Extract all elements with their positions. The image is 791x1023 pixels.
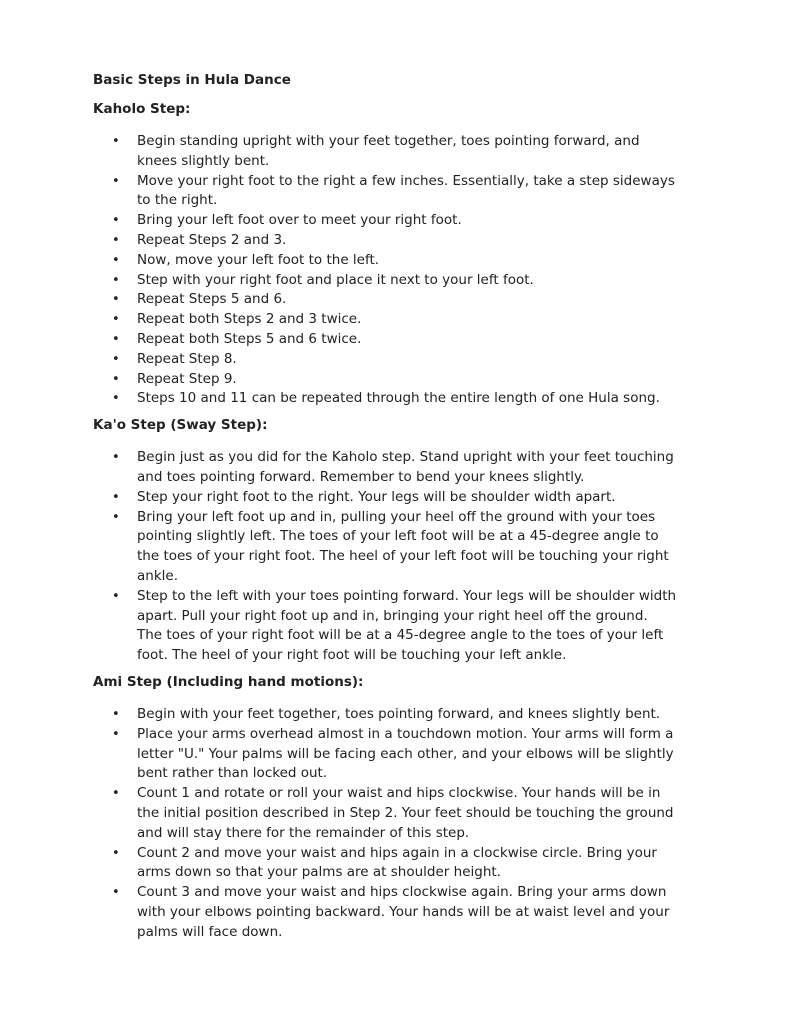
list-item: • Repeat both Steps 5 and 6 twice. (93, 330, 677, 350)
list-item: • Repeat Steps 5 and 6. (93, 290, 677, 310)
list-item: • Begin standing upright with your feet together, toes pointing forward, and knees slightly bent. (93, 132, 677, 172)
ami-step-list (93, 705, 693, 943)
list-item: • Step your right foot to the right. Your legs will be shoulder width apart. (93, 488, 677, 508)
list-item: • Step to the left with your toes pointing forward. Your legs will be shoulder width apart. Pull your right foot up and in, bringing your right heel off the ground. The toes of your right foot will be at a 45-degree angle to the toes of your left foot. The heel of your right foot will be touching your left ankle. (93, 587, 677, 666)
list-item: • Repeat both Steps 2 and 3 twice. (93, 310, 677, 330)
section-heading-kao: Ka'o Step (Sway Step): (93, 417, 268, 434)
list-item: • Begin just as you did for the Kaholo step. Stand upright with your feet touching and toes pointing forward. Remember to bend your knees slightly. (93, 448, 677, 488)
list-item: • Count 1 and rotate or roll your waist and hips clockwise. Your hands will be in the initial position described in Step 2. Your feet should be touching the ground and will stay there for the remainder of this step. (93, 784, 677, 843)
list-item: • Bring your left foot over to meet your right foot. (93, 211, 677, 231)
list-item: • Step with your right foot and place it next to your left foot. (93, 271, 677, 291)
list-item: • Repeat Steps 2 and 3. (93, 231, 677, 251)
list-item: • Repeat Step 9. (93, 370, 677, 390)
document-title: Basic Steps in Hula Dance (93, 72, 291, 88)
list-item: • Count 2 and move your waist and hips again in a clockwise circle. Bring your arms down so that your palms are at shoulder height. (93, 844, 677, 884)
list-item: • Now, move your left foot to the left. (93, 251, 677, 271)
section-heading-ami: Ami Step (Including hand motions): (93, 673, 364, 690)
list-item: • Move your right foot to the right a few inches. Essentially, take a step sideways to the right. (93, 172, 677, 212)
list-item: • Begin with your feet together, toes pointing forward, and knees slightly bent. (93, 705, 677, 725)
section-heading-kaholo: Kaholo Step: (93, 101, 191, 117)
kaholo-step-list (93, 132, 693, 409)
list-item: • Bring your left foot up and in, pulling your heel off the ground with your toes pointing slightly left. The toes of your left foot will be at a 45-degree angle to the toes of your right foot. The heel of your left foot will be touching your right ankle. (93, 508, 677, 587)
list-item: • Place your arms overhead almost in a touchdown motion. Your arms will form a letter "U." Your palms will be facing each other, and your elbows will be slightly bent rather than locked out. (93, 725, 677, 784)
list-item: • Steps 10 and 11 can be repeated through the entire length of one Hula song. (93, 389, 677, 409)
kao-step-list (93, 448, 693, 666)
document-page (93, 70, 693, 948)
list-item: • Repeat Step 8. (93, 350, 677, 370)
list-item: • Count 3 and move your waist and hips clockwise again. Bring your arms down with your elbows pointing backward. Your hands will be at waist level and your palms will face down. (93, 883, 677, 942)
